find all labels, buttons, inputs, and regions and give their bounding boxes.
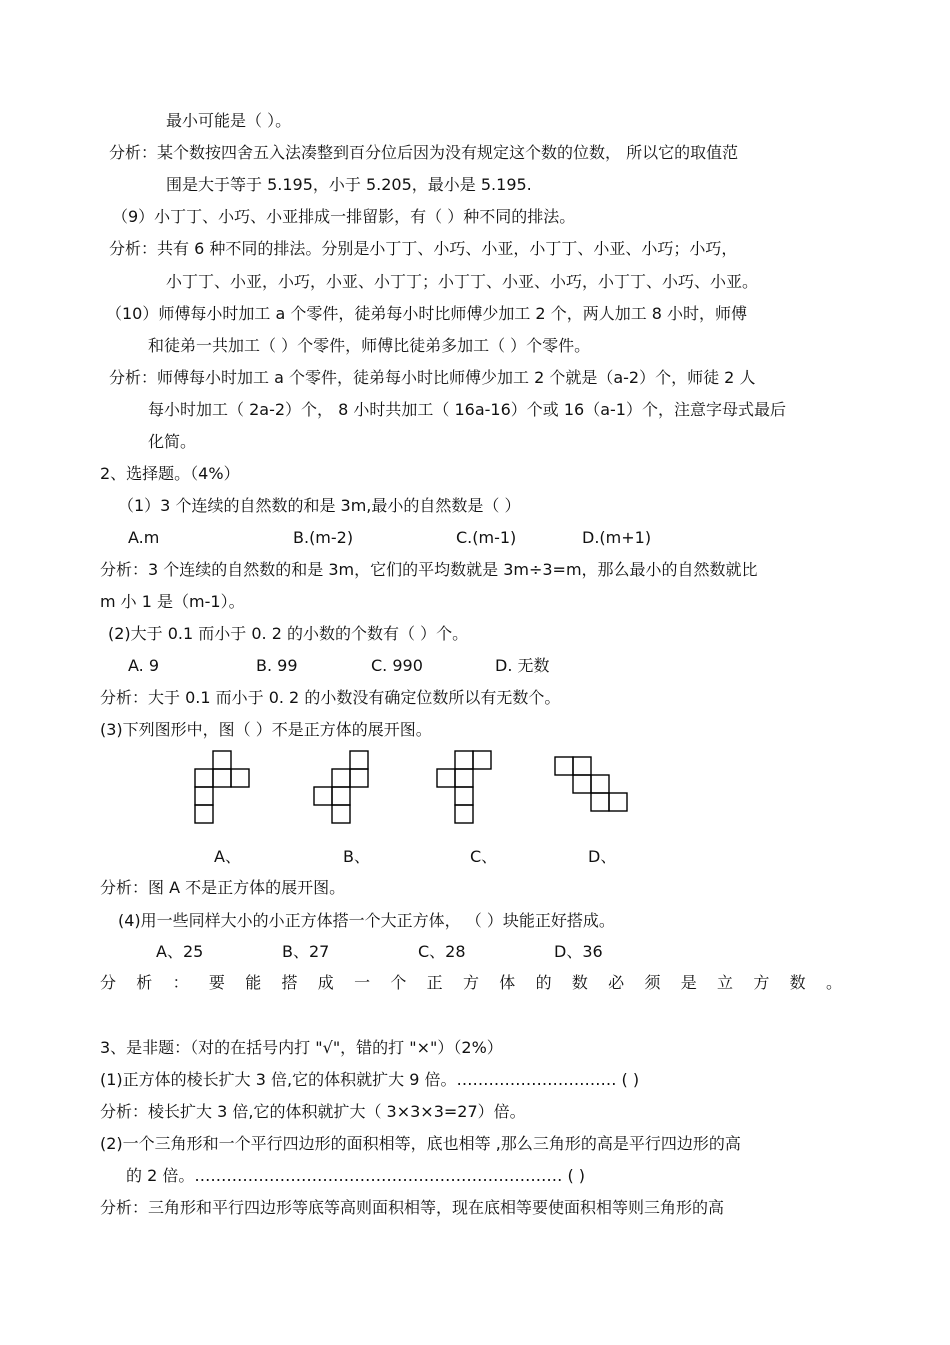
option-b: B.(m-2) xyxy=(293,528,354,547)
true-false-2: (2)一个三角形和一个平行四边形的面积相等，底也相等 ,那么三角形的高是平行四边形的高 xyxy=(100,1134,741,1153)
figure-label-c: C、 xyxy=(470,847,498,866)
analysis-char: 能 xyxy=(245,973,262,992)
option-a: A.m xyxy=(128,528,160,547)
analysis-char: 的 xyxy=(535,973,552,992)
analysis-line: 每小时加工（ 2a-2）个， 8 小时共加工（ 16a-16）个或 16（a-1）个，注意字母式最后 xyxy=(148,400,786,419)
question-9: （9）小丁丁、小巧、小亚排成一排留影，有（ ）种不同的排法。 xyxy=(112,207,576,226)
analysis-char: 正 xyxy=(426,973,443,992)
question-2: (2)大于 0.1 而小于 0. 2 的小数的个数有（ ）个。 xyxy=(108,624,469,643)
option-d: D.(m+1) xyxy=(582,528,652,547)
option-a: A. 9 xyxy=(128,656,160,675)
analysis-char: 。 xyxy=(825,973,842,992)
analysis-line: 分析：某个数按四舍五入法凑整到百分位后因为没有规定这个数的位数， 所以它的取值范 xyxy=(109,143,739,162)
cube-net-c xyxy=(436,750,494,826)
cube-net-b xyxy=(313,750,371,826)
analysis-char: 搭 xyxy=(281,973,298,992)
analysis-char: 数 xyxy=(789,973,806,992)
analysis-line: m 小 1 是（m-1）。 xyxy=(100,592,245,611)
figure-label-b: B、 xyxy=(343,847,370,866)
analysis-line: 分析：共有 6 种不同的排法。分别是小丁丁、小巧、小亚，小丁丁、小亚、小巧；小巧， xyxy=(109,239,738,258)
option-d: D. 无数 xyxy=(495,656,550,675)
cube-net-d xyxy=(554,756,630,814)
section-heading: 3、是非题：（对的在括号内打 "√"，错的打 "×"）（2%） xyxy=(100,1038,503,1057)
analysis-char: 析 xyxy=(136,973,153,992)
analysis-line: 分析：棱长扩大 3 倍,它的体积就扩大（ 3×3×3=27）倍。 xyxy=(100,1102,526,1121)
analysis-char: 方 xyxy=(753,973,770,992)
section-heading: 2、选择题。（4%） xyxy=(100,464,240,483)
option-c: C、28 xyxy=(418,942,466,961)
option-b: B. 99 xyxy=(256,656,298,675)
option-c: C.(m-1) xyxy=(456,528,517,547)
analysis-line: 分析：三角形和平行四边形等底等高则面积相等，现在底相等要使面积相等则三角形的高 xyxy=(100,1198,725,1217)
question-10-continued: 和徒弟一共加工（ ）个零件，师傅比徒弟多加工（ ）个零件。 xyxy=(148,336,591,355)
option-a: A、25 xyxy=(156,942,204,961)
analysis-line: 分析：3 个连续的自然数的和是 3m，它们的平均数就是 3m÷3=m，那么最小的自然数就比 xyxy=(100,560,758,579)
question-3: (3)下列图形中，图（ ）不是正方体的展开图。 xyxy=(100,720,432,739)
figure-label-d: D、 xyxy=(588,847,617,866)
analysis-line: 围是大于等于 5.195，小于 5.205，最小是 5.195. xyxy=(166,175,532,194)
analysis-char: 必 xyxy=(608,973,625,992)
option-d: D、36 xyxy=(554,942,603,961)
analysis-char: 成 xyxy=(317,973,334,992)
analysis-char: 要 xyxy=(208,973,225,992)
analysis-char: 须 xyxy=(644,973,661,992)
analysis-char: 数 xyxy=(571,973,588,992)
analysis-char: 分 xyxy=(100,973,117,992)
analysis-line: 分析：大于 0.1 而小于 0. 2 的小数没有确定位数所以有无数个。 xyxy=(100,688,561,707)
analysis-char: 立 xyxy=(717,973,734,992)
question-4: (4)用一些同样大小的小正方体搭一个大正方体， （ ）块能正好搭成。 xyxy=(118,911,615,930)
analysis-char: 个 xyxy=(390,973,407,992)
true-false-2-continued: 的 2 倍。…………………………………………………………… ( ) xyxy=(126,1166,586,1185)
analysis-char: 一 xyxy=(354,973,371,992)
analysis-line: 小丁丁、小亚，小巧，小亚、小丁丁；小丁丁、小亚、小巧，小丁丁、小巧、小亚。 xyxy=(166,272,759,291)
cube-net-a xyxy=(194,750,252,826)
analysis-char: ： xyxy=(172,973,189,992)
true-false-1: (1)正方体的棱长扩大 3 倍,它的体积就扩大 9 倍。………………………… ( ) xyxy=(100,1070,640,1089)
figure-label-a: A、 xyxy=(214,847,241,866)
analysis-char: 体 xyxy=(499,973,516,992)
analysis-line: 分析：师傅每小时加工 a 个零件，徒弟每小时比师傅少加工 2 个就是（a-2）个，师徒 2 人 xyxy=(109,368,756,387)
text-line: 最小可能是（ ）。 xyxy=(166,111,292,130)
option-b: B、27 xyxy=(282,942,330,961)
analysis-line: 分析：图 A 不是正方体的展开图。 xyxy=(100,878,346,897)
analysis-line: 化简。 xyxy=(148,432,197,451)
analysis-char: 方 xyxy=(462,973,479,992)
analysis-char: 是 xyxy=(680,973,697,992)
question-1: （1）3 个连续的自然数的和是 3m,最小的自然数是（ ） xyxy=(118,496,521,515)
analysis-line-justified xyxy=(100,972,842,994)
question-10: （10）师傅每小时加工 a 个零件，徒弟每小时比师傅少加工 2 个，两人加工 8 小时，师傅 xyxy=(106,304,748,323)
option-c: C. 990 xyxy=(371,656,423,675)
